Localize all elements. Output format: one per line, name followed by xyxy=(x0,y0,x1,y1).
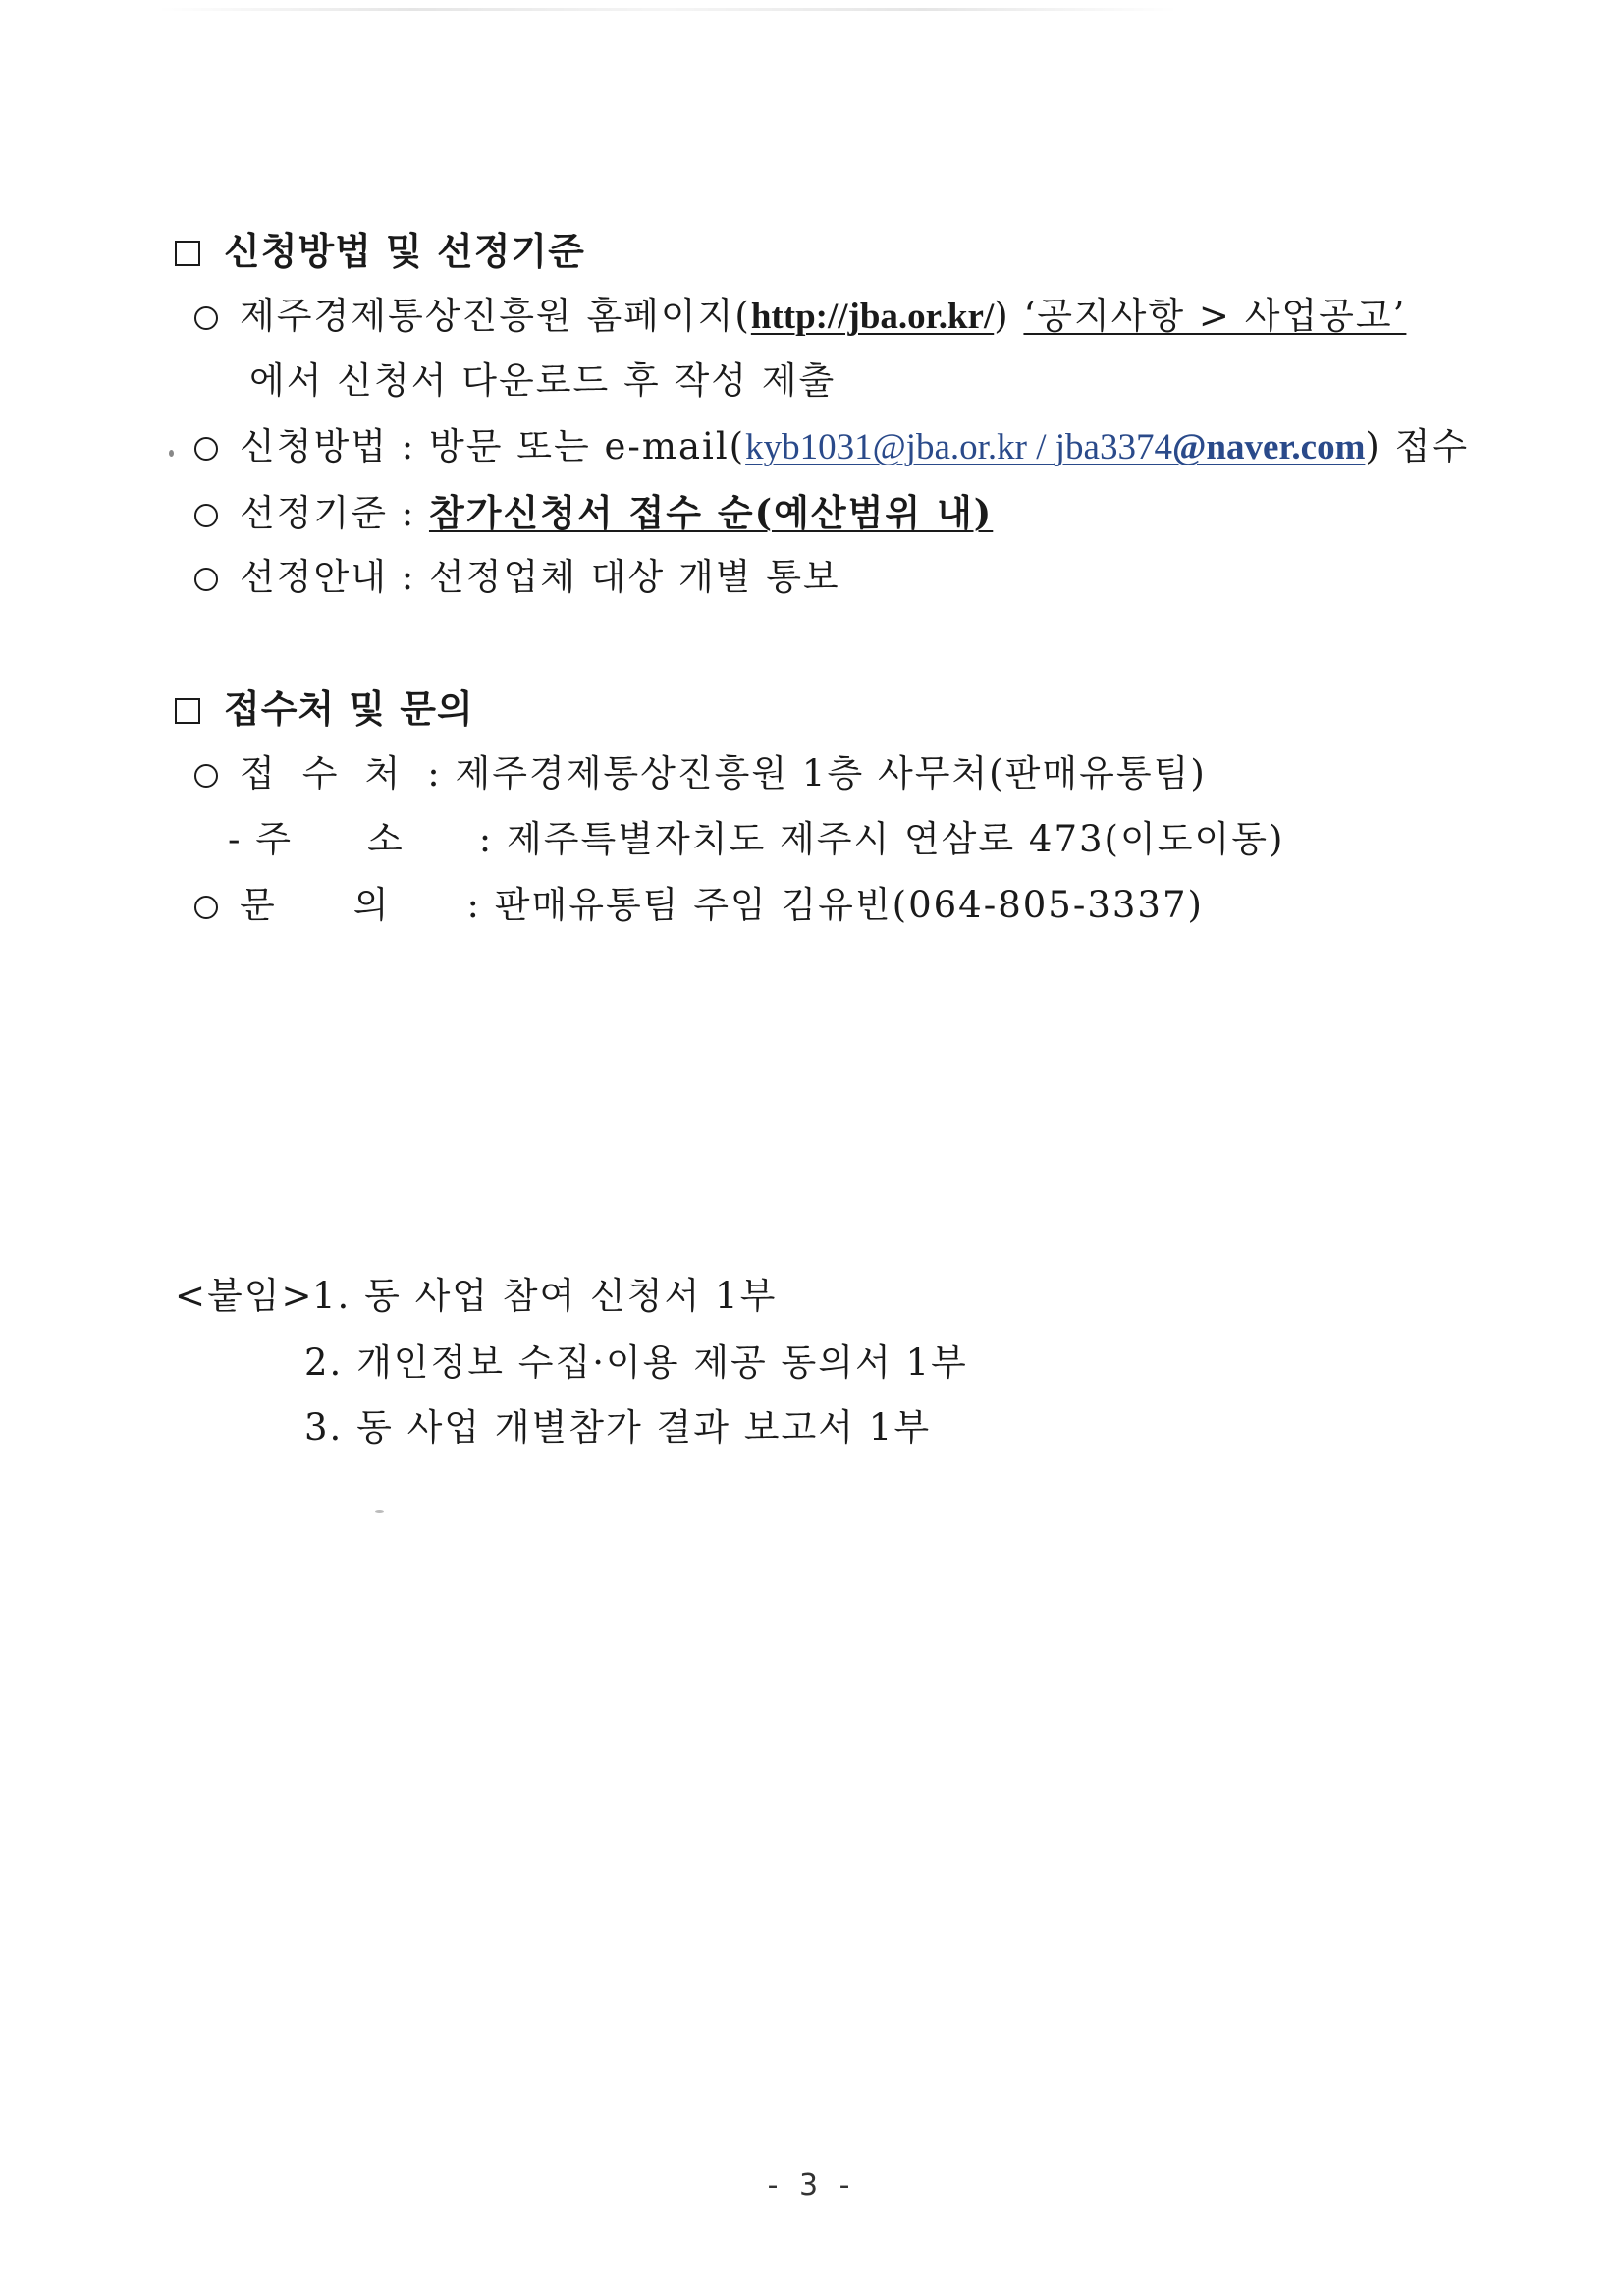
section-heading-application xyxy=(175,228,585,275)
item-separator: : xyxy=(401,556,416,598)
item-text: 선정업체 대상 개별 통보 xyxy=(428,556,840,598)
checkbox-square-icon xyxy=(175,241,200,266)
attachment-text: 1. 동 사업 참여 신청서 1부 xyxy=(312,1275,778,1317)
list-item-inquiry xyxy=(194,882,1204,929)
email-link-1[interactable]: kyb1031@jba.or.kr xyxy=(745,427,1027,467)
bullet-circle-icon xyxy=(194,306,218,330)
criteria-value: 참가신청서 접수 순(예산범위 내) xyxy=(428,491,994,534)
item-separator: : xyxy=(427,752,442,794)
homepage-link[interactable]: http://jba.or.kr/ xyxy=(750,297,995,337)
list-item-method xyxy=(194,423,1469,471)
attachment-item xyxy=(312,1273,777,1320)
bullet-circle-icon xyxy=(194,764,218,788)
list-item-homepage xyxy=(194,293,1406,341)
item-text: 방문 또는 e-mail( xyxy=(428,425,746,467)
list-item-criteria xyxy=(194,489,993,537)
item-text: 에서 신청서 다운로드 후 작성 제출 xyxy=(249,359,837,402)
section-title: 신청방법 및 선정기준 xyxy=(224,230,585,273)
item-label: 선정기준 xyxy=(240,492,388,534)
item-text: 제주경제통상진흥원 홈페이지( xyxy=(240,295,751,337)
item-separator: : xyxy=(478,818,494,860)
item-label: 선정안내 xyxy=(240,556,388,598)
attachment-item xyxy=(304,1339,968,1387)
item-text: 제주특별자치도 제주시 연삼로 473(이도이동) xyxy=(507,818,1285,860)
attachment-text: 2. 개인정보 수집·이용 제공 동의서 1부 xyxy=(304,1341,968,1384)
item-label: 신청방법 xyxy=(240,425,388,467)
menu-path: ‘공지사항 > 사업공고’ xyxy=(1023,295,1407,337)
dash-prefix: - xyxy=(228,818,243,860)
scan-speck xyxy=(169,450,174,457)
item-label: 접수처 xyxy=(240,752,428,794)
page-number: - 3 - xyxy=(767,2168,856,2203)
checkbox-square-icon xyxy=(175,698,200,724)
item-separator: : xyxy=(466,884,481,926)
item-text: ) xyxy=(994,295,1024,337)
bullet-circle-icon xyxy=(194,896,218,919)
bullet-circle-icon xyxy=(194,437,218,461)
item-separator: : xyxy=(401,492,416,534)
bullet-circle-icon xyxy=(194,568,218,591)
list-item-reception xyxy=(194,750,1207,797)
section-heading-contact xyxy=(175,685,474,733)
email-link-2-user[interactable]: jba3374 xyxy=(1055,427,1172,467)
item-text: ) 접수 xyxy=(1365,425,1470,467)
attachment-label xyxy=(175,1273,314,1320)
bullet-circle-icon xyxy=(194,504,218,527)
item-label: 주소 xyxy=(255,818,479,860)
attachment-item xyxy=(304,1404,931,1451)
email-divider: / xyxy=(1027,427,1055,467)
list-item-homepage-continuation xyxy=(249,357,836,405)
scan-artifact-line xyxy=(157,8,1178,11)
attachment-text: 3. 동 사업 개별참가 결과 보고서 1부 xyxy=(304,1406,932,1449)
item-text: 판매유통팀 주임 김유빈(064-805-3337) xyxy=(494,884,1204,926)
list-item-notice xyxy=(194,554,840,601)
email-link-2-domain[interactable]: @naver.com xyxy=(1171,427,1366,467)
item-text: 제주경제통상진흥원 1층 사무처(판매유통팀) xyxy=(455,752,1207,794)
attachment-prefix: <붙임> xyxy=(175,1275,314,1317)
item-separator: : xyxy=(401,425,416,467)
item-label: 문의 xyxy=(240,884,467,926)
list-item-address xyxy=(228,816,1284,863)
scan-speck xyxy=(375,1510,384,1513)
section-title: 접수처 및 문의 xyxy=(224,687,474,731)
